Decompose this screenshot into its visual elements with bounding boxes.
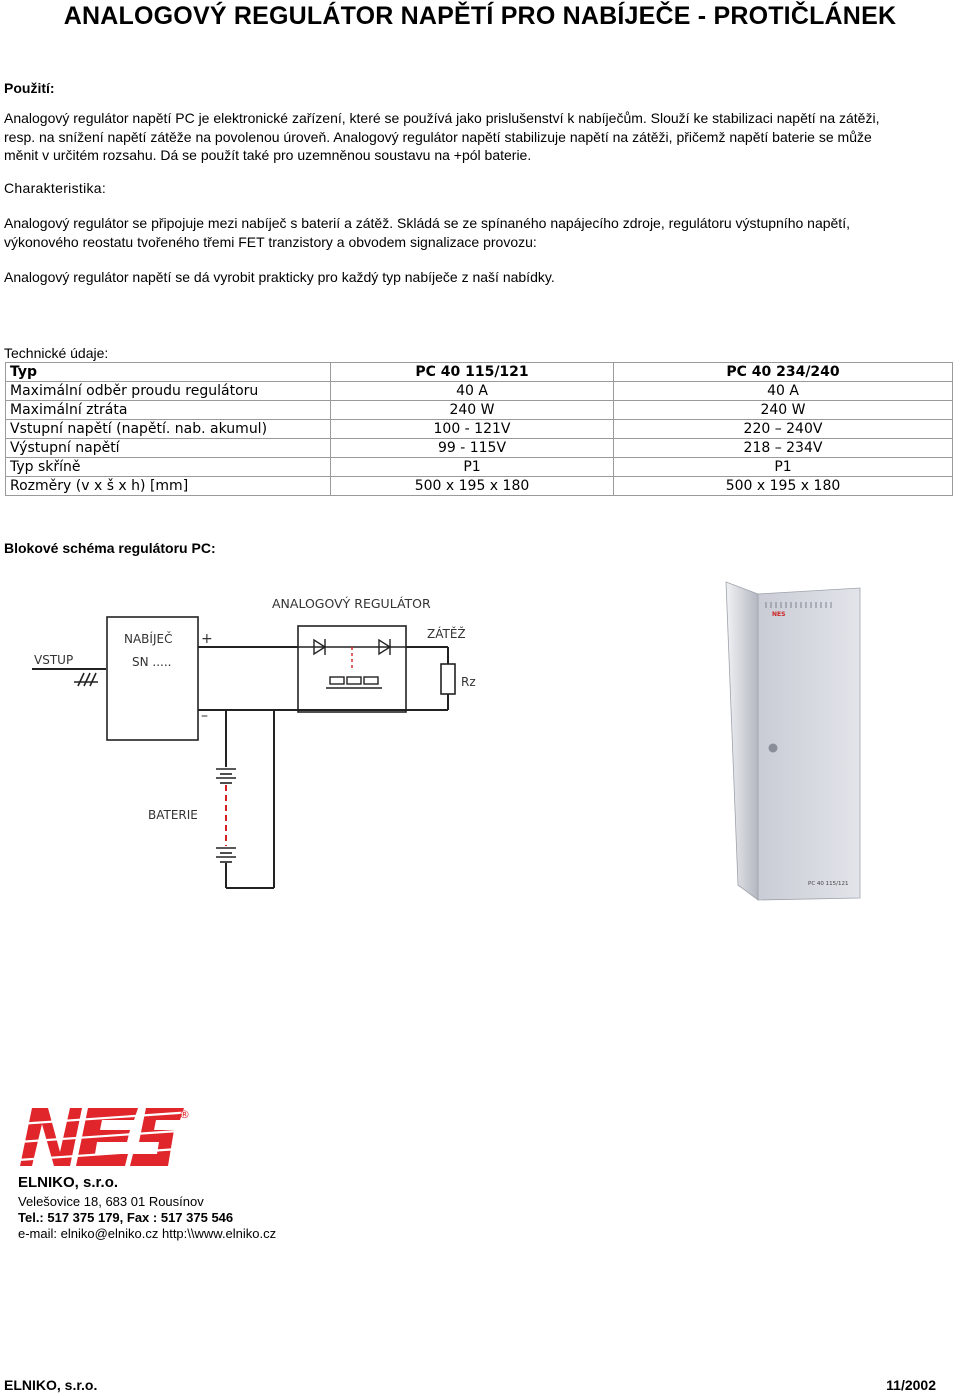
resistor-label: Rz xyxy=(461,675,476,689)
resistor-icon xyxy=(441,664,455,694)
table-cell: Maximální odběr proudu regulátoru xyxy=(6,382,331,401)
table-header-row xyxy=(6,363,953,382)
input-label: VSTUP xyxy=(34,653,74,667)
table-row xyxy=(6,401,953,420)
cabinet-image xyxy=(724,580,864,902)
table-cell: Rozměry (v x š x h) [mm] xyxy=(6,477,331,496)
usage-line: resp. na snížení napětí zátěže na povolenou úroveň. Analogový regulátor napětí stabilizuje napětí na zátěži, přičemž napětí baterie se může xyxy=(4,128,872,145)
company-phone: Tel.: 517 375 179, Fax : 517 375 546 xyxy=(18,1210,234,1225)
table-header-cell: PC 40 234/240 xyxy=(614,363,953,382)
table-cell: 240 W xyxy=(331,401,614,420)
footer-date: 11/2002 xyxy=(886,1377,936,1393)
battery-label: BATERIE xyxy=(148,808,198,822)
cabinet-model: PC 40 115/121 xyxy=(808,881,849,887)
table-cell: P1 xyxy=(614,458,953,477)
regulator-box xyxy=(298,626,406,712)
usage-heading: Použití: xyxy=(4,80,55,96)
regulator-label: ANALOGOVÝ REGULÁTOR xyxy=(272,596,431,611)
characteristics-heading: Charakteristika: xyxy=(4,180,107,196)
minus-label: – xyxy=(201,708,208,724)
table-cell: 218 – 234V xyxy=(614,439,953,458)
charger-label: NABÍJEČ xyxy=(124,632,173,646)
table-cell: Výstupní napětí xyxy=(6,439,331,458)
table-cell: 40 A xyxy=(331,382,614,401)
characteristics-line: Analogový regulátor se připojuje mezi nabíječ s baterií a zátěž. Skládá se ze spínaného napájecího zdroje, regulátoru výstupního napětí, xyxy=(4,215,850,231)
transistor-icon xyxy=(326,677,382,688)
block-diagram xyxy=(0,580,500,900)
table-cell: 40 A xyxy=(614,382,953,401)
usage-text xyxy=(4,109,956,165)
table-row xyxy=(6,458,953,477)
registered-mark: ® xyxy=(179,1108,190,1121)
usage-line: Analogový regulátor napětí PC je elektronické zařízení, které se používá jako prislušenství k nabíječům. Slouží ke stabilizaci napětí na zátěži, xyxy=(4,110,880,126)
nes-logo xyxy=(18,1106,193,1170)
characteristics-note: Analogový regulátor napětí se dá vyrobit prakticky pro každý typ nabíječe z naší nabídky. xyxy=(4,269,555,285)
cabinet-brand: NES xyxy=(772,611,786,618)
table-header-cell: PC 40 115/121 xyxy=(331,363,614,382)
table-row xyxy=(6,382,953,401)
table-row xyxy=(6,439,953,458)
schema-heading: Blokové schéma regulátoru PC: xyxy=(4,540,216,556)
characteristics-text xyxy=(4,214,956,251)
table-cell: 240 W xyxy=(614,401,953,420)
table-cell: 100 - 121V xyxy=(331,420,614,439)
table-cell: 220 – 240V xyxy=(614,420,953,439)
company-name: ELNIKO, s.r.o. xyxy=(18,1174,119,1191)
three-phase-icon xyxy=(74,673,98,686)
table-cell: Typ skříně xyxy=(6,458,331,477)
lock-icon xyxy=(769,744,778,753)
load-label: ZÁTĚŽ xyxy=(427,627,466,641)
company-web: e-mail: elniko@elniko.cz http:\\www.elniko.cz xyxy=(18,1226,277,1241)
table-row xyxy=(6,477,953,496)
table-row xyxy=(6,420,953,439)
table-cell: Maximální ztráta xyxy=(6,401,331,420)
table-cell: 99 - 115V xyxy=(331,439,614,458)
table-cell: 500 x 195 x 180 xyxy=(614,477,953,496)
tech-heading: Technické údaje: xyxy=(4,345,109,361)
page-title: ANALOGOVÝ REGULÁTOR NAPĚTÍ PRO NABÍJEČE - PROTIČLÁNEK xyxy=(63,2,897,30)
usage-line: měnit v určitém rozsahu. Dá se použít také pro uzemněnou soustavu na +pól baterie. xyxy=(4,147,532,163)
charger-model-label: SN ..... xyxy=(132,655,172,669)
company-address: Velešovice 18, 683 01 Rousínov xyxy=(18,1194,204,1209)
footer-company: ELNIKO, s.r.o. xyxy=(4,1377,98,1393)
table-cell: Vstupní napětí (napětí. nab. akumul) xyxy=(6,420,331,439)
tech-table xyxy=(5,362,953,496)
characteristics-line: výkonového reostatu tvořeného třemi FET tranzistory a obvodem signalizace provozu: xyxy=(4,233,537,250)
table-cell: P1 xyxy=(331,458,614,477)
table-cell: 500 x 195 x 180 xyxy=(331,477,614,496)
plus-label: + xyxy=(201,631,213,647)
table-header-cell: Typ xyxy=(6,363,331,382)
